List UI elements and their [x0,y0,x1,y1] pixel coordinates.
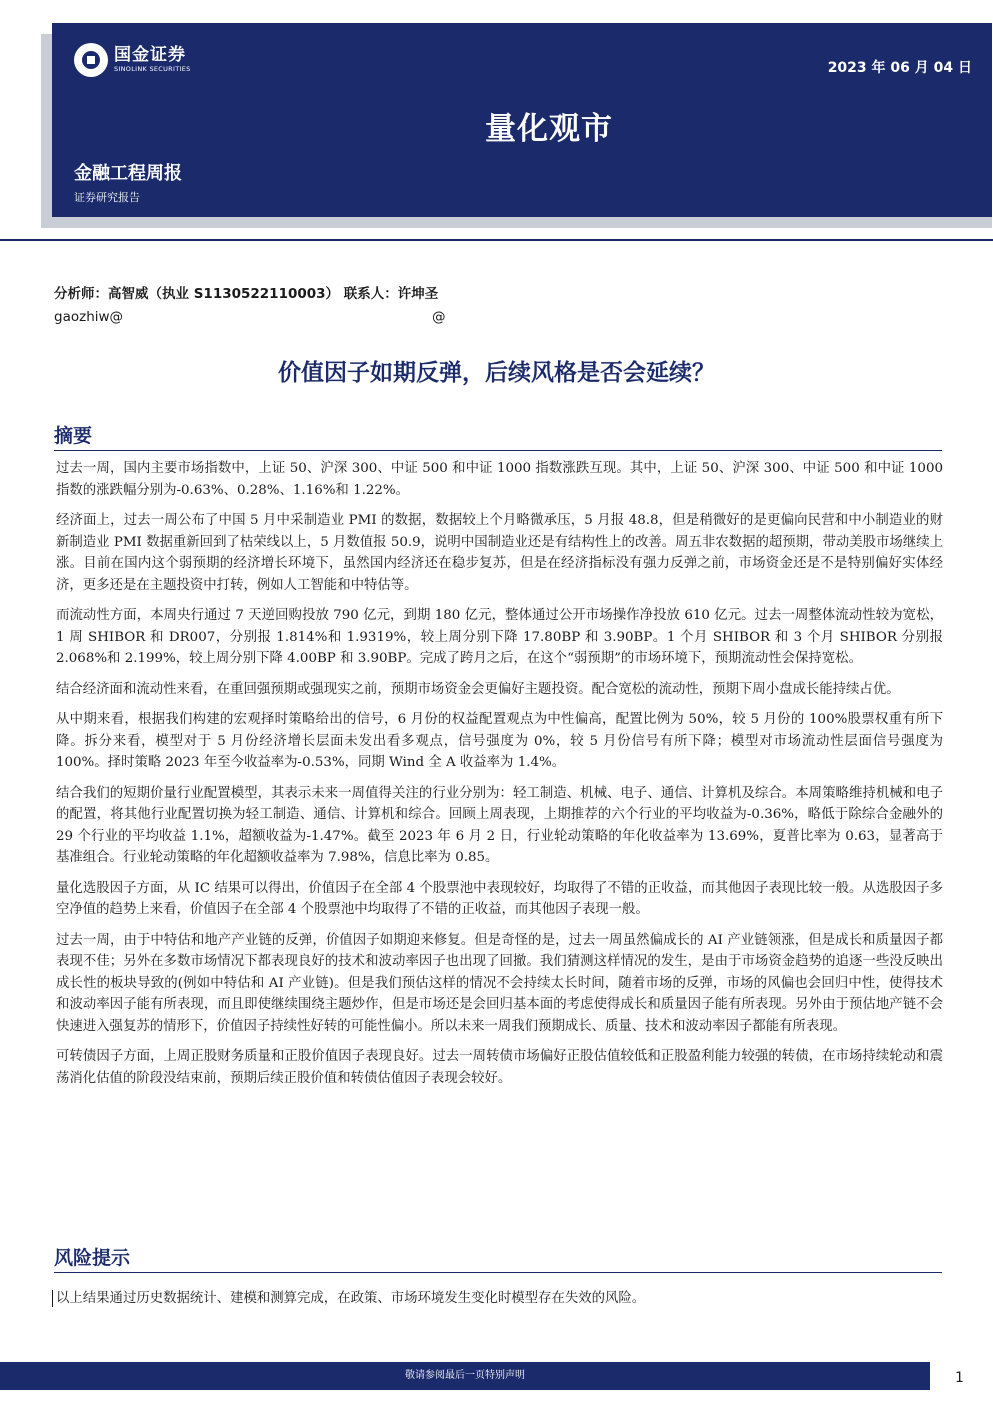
summary-paragraph: 从中期来看，根据我们构建的宏观择时策略给出的信号，6 月份的权益配置观点为中性偏高，配置比例为 50%，较 5 月份的 100%股票权重有所下降。拆分来看，模型对于 5 月份经济增长层面未发出看多观点，信号强度为 0%，较 5 月份信号有所下降；模型对市场流动性层面信号强度为 100%。择时策略 2023 年至今收益率为-0.53%，同期 Wind 全 A 收益率为 1.4%。 [56,712,943,770]
summary-paragraph: 可转债因子方面，上周正股财务质量和正股价值因子表现良好。过去一周转债市场偏好正股估值较低和正股盈利能力较强的转债，在市场持续轮动和震荡消化估值的阶段没结束前，预期后续正股价值和转债估值因子表现会较好。 [56,1049,943,1086]
analyst-email-link[interactable]: gaozhiw@ [54,309,124,325]
report-type: 金融工程周报 [74,163,182,184]
header-divider [0,239,993,241]
text-cursor-mark [52,1290,53,1307]
summary-paragraph: 过去一周，国内主要市场指数中，上证 50、沪深 300、中证 500 和中证 1000 指数涨跌互现。其中，上证 50、沪深 300、中证 500 和中证 1000 指数的涨跌幅分别为-0.63%、0.28%、1.16%和 1.22%。 [56,461,943,498]
sinolink-logo-icon [74,43,108,77]
summary-paragraph: 经济面上，过去一周公布了中国 5 月中采制造业 PMI 的数据，数据较上个月略微承压，5 月报 48.8，但是稍微好的是更偏向民营和中小制造业的财新制造业 PMI 数据重新回到了枯荣线以上，5 月数值报 50.9，说明中国制造业还是有结构性上的改善。周五非农数据的超预期，带动美股市场继续上涨。目前在国内这个弱预期的经济增长环境下，虽然国内经济还在稳步复苏，但是在经济指标没有强力反弹之前，市场资金还是不是特别偏好实体经济，更多还是在主题投资中打转，例如人工智能和中特估等。 [56,513,943,593]
summary-paragraph: 过去一周，由于中特估和地产产业链的反弹，价值因子如期迎来修复。但是奇怪的是，过去一周虽然偏成长的 AI 产业链领涨，但是成长和质量因子都表现不佳；另外在多数市场情况下都表现良好的技术和波动率因子也出现了回撤。我们猜测这样情况的发生，是由于市场资金趋势的追逐一些没反映出成长性的板块导致的(例如中特估和 AI 产业链)。但是我们预估这样的情况不会持续太长时间，随着市场的反弹，市场的风偏也会回归中性，使得技术和波动率因子能有所表现，而且即使继续围绕主题炒作，但是市场还是会回归基本面的考虑使得成长和质量因子能有所表现。另外由于预估地产链不会快速进入强复苏的情形下，价值因子持续性好转的可能性偏小。所以未来一周我们预期成长、质量、技术和波动率因子都能有所表现。 [56,932,943,1034]
risk-rule [54,1272,942,1273]
summary-paragraph: 量化选股因子方面，从 IC 结果可以得出，价值因子在全部 4 个股票池中表现较好，均取得了不错的正收益，而其他因子表现比较一般。从选股因子多空净值的趋势上来看，价值因子在全部 4 个股票池中均取得了不错的正收益，而其他因子表现一般。 [56,880,943,917]
contact-email-link[interactable]: @ [432,309,446,325]
report-header [52,23,992,217]
risk-heading: 风险提示 [54,1247,131,1269]
company-logo [74,43,191,77]
analyst-info: 分析师：高智威（执业 S1130522110003） 联系人：许坤圣 [54,286,439,302]
logo-chinese-name: 国金证券 [114,45,186,65]
summary-body [56,458,943,1098]
summary-paragraph: 结合经济面和流动性来看，在重回强预期或强现实之前，预期市场资金会更偏好主题投资。配合宽松的流动性，预期下周小盘成长能持续占优。 [56,681,900,697]
report-subtype: 证券研究报告 [74,191,140,204]
report-date: 2023 年 06 月 04 日 [827,60,972,76]
logo-english-name: SINOLINK SECURITIES [114,65,191,73]
risk-text: 以上结果通过历史数据统计、建模和测算完成，在政策、市场环境发生变化时模型存在失效的风险。 [56,1291,646,1306]
report-series-title: 量化观市 [485,111,613,147]
summary-paragraph: 而流动性方面，本周央行通过 7 天逆回购投放 790 亿元，到期 180 亿元，整体通过公开市场操作净投放 610 亿元。过去一周整体流动性较为宽松，1 周 SHIBOR 和 DR007，分别报 1.814%和 1.9319%，较上周分别下降 17.80BP 和 3.90BP。1 个月 SHIBOR 和 3 个月 SHIBOR 分别报 2.068%和 2.199%，较上周分别下降 4.00BP 和 3.90BP。完成了跨月之后，在这个“弱预期”的市场环境下，预期流动性会保持宽松。 [56,608,943,666]
page-footer [0,1362,930,1390]
report-main-title: 价值因子如期反弹，后续风格是否会延续？ [278,360,715,386]
summary-rule [54,450,942,451]
summary-heading: 摘要 [54,425,93,447]
footer-disclaimer-notice: 敬请参阅最后一页特别声明 [405,1370,525,1381]
summary-paragraph: 结合我们的短期价量行业配置模型，其表示未来一周值得关注的行业分别为：轻工制造、机械、电子、通信、计算机及综合。本周策略维持机械和电子的配置，将其他行业配置切换为轻工制造、通信、计算机和综合。回顾上周表现，上期推荐的六个行业的平均收益为-0.36%，略低于除综合金融外的 29 个行业的平均收益 1.1%，超额收益为-1.47%。截至 2023 年 6 月 2 日，行业轮动策略的年化收益率为 13.69%，夏普比率为 0.63，显著高于基准组合。行业轮动策略的年化超额收益率为 7.98%，信息比率为 0.85。 [56,785,943,865]
page-number: 1 [955,1370,964,1386]
